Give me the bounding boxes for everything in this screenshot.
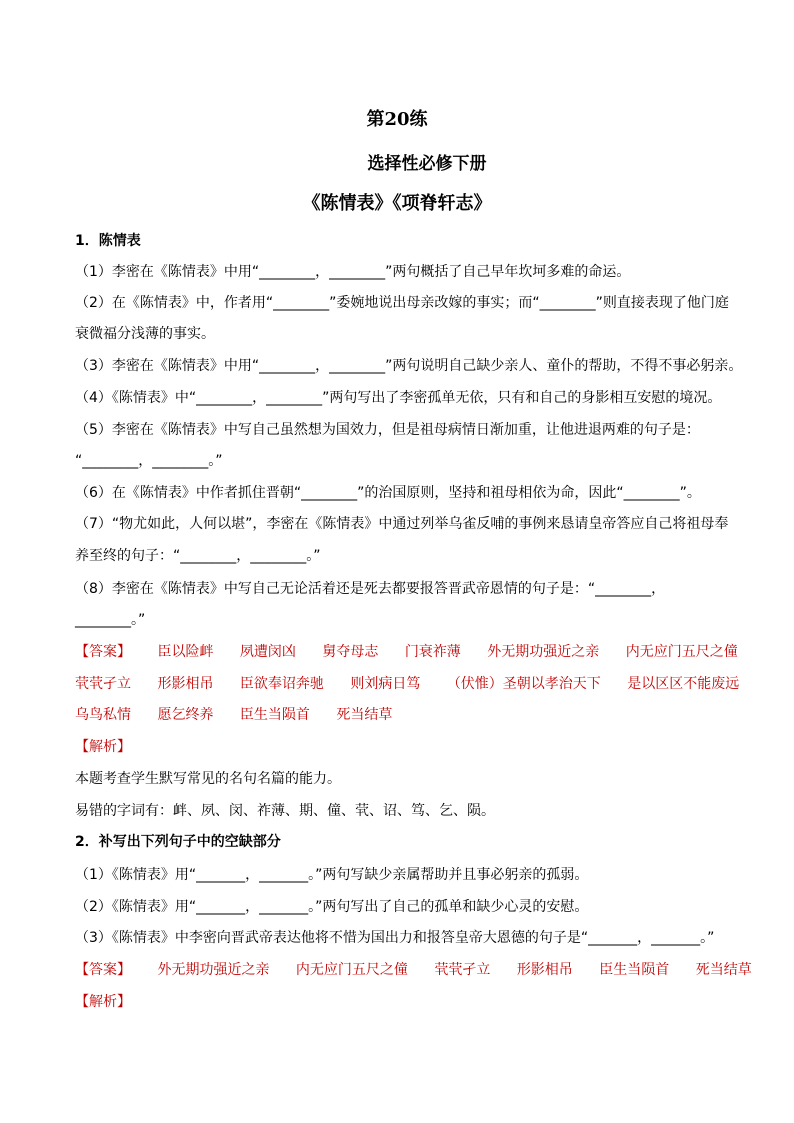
q2-answer-row xyxy=(75,961,774,979)
answer-item: 外无期功强近之亲 xyxy=(157,962,270,978)
answer-item: 臣生当陨首 xyxy=(599,962,670,978)
answer-item: 外无期功强近之亲 xyxy=(487,644,600,660)
answer-item: 死当结草 xyxy=(336,707,393,723)
answer-item: 臣以险衅 xyxy=(157,644,214,660)
answer-item: 舅夺母志 xyxy=(322,644,379,660)
answer-item: 臣生当陨首 xyxy=(239,707,310,723)
answer-item: 愿乞终养 xyxy=(157,707,214,723)
answer-item: 门衰祚薄 xyxy=(404,644,461,660)
answer-item: 形影相吊 xyxy=(516,962,573,978)
q1-analysis-label: 【解析】 xyxy=(75,739,131,755)
q1-item-2-cont: 衰微福分浅薄的事实。 xyxy=(75,326,215,342)
q2-analysis-label: 【解析】 xyxy=(75,994,131,1010)
page-subtitle: 选择性必修下册 xyxy=(367,154,487,174)
answer-item: 内无应门五尺之僮 xyxy=(295,962,408,978)
answer-item: 夙遭闵凶 xyxy=(239,644,296,660)
answer-item: 形影相吊 xyxy=(157,676,214,692)
answer-item: 则刘病日笃 xyxy=(350,676,421,692)
answer-item: 乌鸟私情 xyxy=(75,707,131,723)
q1-analysis-line-2: 易错的字词有：衅、夙、闵、祚薄、期、僮、茕、诏、笃、乞、陨。 xyxy=(75,803,495,819)
q1-analysis-line-1: 本题考查学生默写常见的名句名篇的能力。 xyxy=(75,771,341,787)
question-1-heading: 1．陈情表 xyxy=(75,233,141,249)
q1-item-5-cont: “________，________。” xyxy=(75,453,223,469)
question-2-heading: 2．补写出下列句子中的空缺部分 xyxy=(75,834,281,850)
q1-item-5: （5）李密在《陈情表》中写自己虽然想为国效力，但是祖母病情日渐加重，让他进退两难的句子是： xyxy=(75,422,700,438)
q1-answer-row-1 xyxy=(75,643,760,661)
answer-item: 茕茕孑立 xyxy=(75,676,131,692)
q1-item-7: （7）“物尤如此，人何以堪”，李密在《陈情表》中通过列举乌雀反哺的事例来恳请皇帝答应自己将祖母奉 xyxy=(75,516,729,532)
section-title: 《陈情表》《项脊轩志》 xyxy=(302,193,492,214)
answer-item: 茕茕孑立 xyxy=(434,962,491,978)
answer-item: 内无应门五尺之僮 xyxy=(625,644,738,660)
q1-answer-row-2 xyxy=(75,675,761,693)
answer-item: （伏惟）圣朝以孝治天下 xyxy=(446,676,601,692)
q1-item-4: （4）《陈情表》中“________，________”两句写出了李密孤单无依，只有和自己的身影相互安慰的境况。 xyxy=(75,390,722,406)
q1-item-1: （1）李密在《陈情表》中用“________，________”两句概括了自己早年坎坷多难的命运。 xyxy=(75,264,631,280)
answer-item: 是以区区不能废远 xyxy=(627,676,740,692)
q1-answer-row-3 xyxy=(75,706,414,724)
answer-label: 【答案】 xyxy=(75,962,131,978)
answer-item: 死当结草 xyxy=(695,962,752,978)
q1-item-6: （6）在《陈情表》中作者抓住晋朝“________”的治国原则，坚持和祖母相依为命，因此“________”。 xyxy=(75,485,701,501)
q1-item-2: （2）在《陈情表》中，作者用“________”委婉地说出母亲改嫁的事实；而“________”则直接表现了他门庭 xyxy=(75,295,729,311)
answer-item: 臣欲奉诏奔驰 xyxy=(239,676,324,692)
q1-item-8: （8）李密在《陈情表》中写自己无论活着还是死去都要报答晋武帝恩情的句子是：“________， xyxy=(75,581,666,597)
q1-item-8-cont: ________。” xyxy=(75,612,146,628)
q2-item-3: （3）《陈情表》中李密向晋武帝表达他将不惜为国出力和报答皇帝大恩德的句子是“_______，_______。” xyxy=(75,930,715,946)
q2-item-1: （1）《陈情表》用“_______，_______。”两句写缺少亲属帮助并且事必躬亲的孤弱。 xyxy=(75,867,589,883)
page-title: 第20练 xyxy=(366,109,428,130)
q1-item-7-cont: 养至终的句子：“________，________。” xyxy=(75,548,321,564)
answer-label: 【答案】 xyxy=(75,644,131,660)
q2-item-2: （2）《陈情表》用“_______，_______。”两句写出了自己的孤单和缺少心灵的安慰。 xyxy=(75,899,589,915)
q1-item-3: （3）李密在《陈情表》中用“________，________”两句说明自己缺少亲人、童仆的帮助，不得不事必躬亲。 xyxy=(75,358,743,374)
